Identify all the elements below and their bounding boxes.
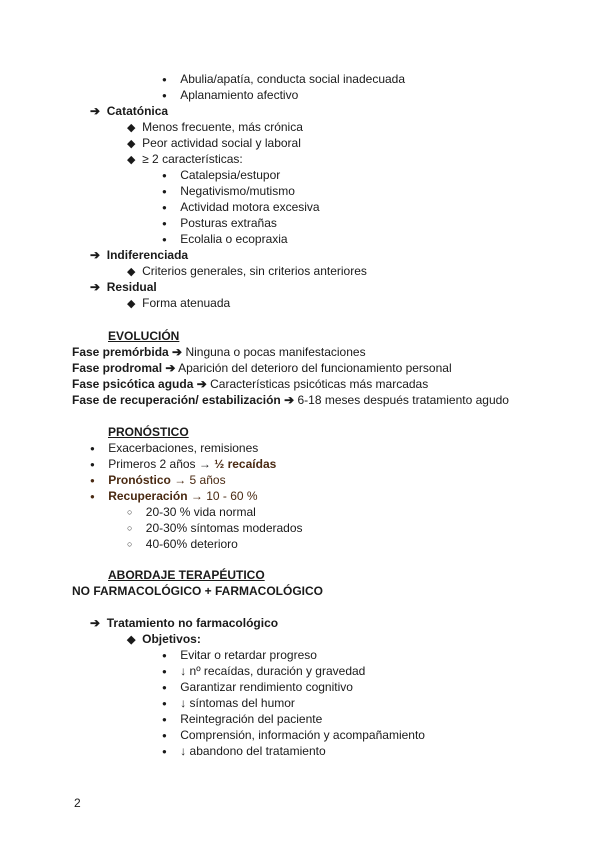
subtype-title: Catatónica bbox=[106, 104, 169, 118]
diamond-icon: ◆ bbox=[127, 634, 136, 646]
bullet-icon: ● bbox=[162, 75, 167, 84]
list-item bbox=[162, 711, 322, 727]
item-text: Catalepsia/estupor bbox=[180, 168, 281, 182]
diamond-icon: ◆ bbox=[127, 138, 136, 150]
bullet-icon: ● bbox=[162, 203, 167, 212]
phase-row bbox=[72, 360, 452, 376]
diamond-icon: ◆ bbox=[127, 266, 136, 278]
list-item bbox=[162, 215, 277, 231]
item-text: Actividad motora excesiva bbox=[180, 200, 320, 214]
item-text: Abulia/apatía, conducta social inadecuada bbox=[180, 72, 406, 86]
list-item bbox=[127, 295, 230, 311]
list-item bbox=[162, 87, 298, 103]
item-text: 20-30% síntomas moderados bbox=[145, 521, 303, 535]
objetivos-title: Objetivos: bbox=[142, 632, 201, 646]
arrow-icon: ➔ bbox=[172, 345, 183, 359]
item-highlight: Pronóstico bbox=[108, 473, 171, 487]
bullet-icon: ● bbox=[162, 715, 167, 724]
tratamiento-title: Tratamiento no farmacológico bbox=[106, 616, 279, 630]
bullet-icon: ● bbox=[162, 187, 167, 196]
item-text: Reintegración del paciente bbox=[180, 712, 323, 726]
item-text: Primeros 2 años bbox=[108, 457, 196, 471]
subtype-residual bbox=[90, 279, 157, 295]
arrow-icon: ➔ bbox=[90, 104, 101, 118]
item-text: Evitar o retardar progreso bbox=[180, 648, 317, 662]
phase-row bbox=[72, 392, 509, 408]
list-item bbox=[162, 727, 425, 743]
circle-icon: ○ bbox=[127, 539, 133, 549]
bullet-icon: ● bbox=[162, 171, 167, 180]
list-item bbox=[127, 520, 303, 536]
tratamiento-heading bbox=[90, 615, 278, 631]
list-item bbox=[162, 647, 317, 663]
phase-desc: 6-18 meses después tratamiento agudo bbox=[297, 393, 509, 407]
section-subheading: NO FARMACOLÓGICO + FARMACOLÓGICO bbox=[72, 584, 323, 598]
phase-label: Fase psicótica aguda bbox=[72, 377, 194, 391]
diamond-icon: ◆ bbox=[127, 154, 136, 166]
list-item bbox=[127, 536, 238, 552]
diamond-icon: ◆ bbox=[127, 122, 136, 134]
bullet-icon: ● bbox=[90, 492, 95, 501]
item-text: Ecolalia o ecopraxia bbox=[180, 232, 288, 246]
list-item bbox=[127, 151, 243, 167]
item-text: Negativismo/mutismo bbox=[180, 184, 295, 198]
item-text: Comprensión, información y acompañamiento bbox=[180, 728, 425, 742]
list-item bbox=[162, 695, 295, 711]
bullet-icon: ● bbox=[162, 235, 167, 244]
bullet-icon: ● bbox=[90, 476, 95, 485]
bullet-icon: ● bbox=[162, 699, 167, 708]
item-text: Exacerbaciones, remisiones bbox=[108, 441, 259, 455]
circle-icon: ○ bbox=[127, 523, 133, 533]
phase-desc: Ninguna o pocas manifestaciones bbox=[185, 345, 366, 359]
item-text: Posturas extrañas bbox=[180, 216, 277, 230]
section-heading-pronostico: PRONÓSTICO bbox=[108, 425, 189, 439]
item-text: ≥ 2 características: bbox=[142, 152, 243, 166]
item-text: Peor actividad social y laboral bbox=[142, 136, 301, 150]
bullet-icon: ● bbox=[162, 731, 167, 740]
arrow-icon: ➔ bbox=[196, 377, 207, 391]
item-text: Aplanamiento afectivo bbox=[180, 88, 299, 102]
arrow-icon: ➔ bbox=[165, 361, 176, 375]
list-item bbox=[162, 183, 295, 199]
item-text: ↓ nº recaídas, duración y gravedad bbox=[180, 664, 366, 678]
subtype-indiferenciada bbox=[90, 247, 188, 263]
item-text: Garantizar rendimiento cognitivo bbox=[180, 680, 353, 694]
phase-row bbox=[72, 344, 366, 360]
subtype-catatonica bbox=[90, 103, 168, 119]
bullet-icon: ● bbox=[162, 651, 167, 660]
bullet-icon: ● bbox=[90, 444, 95, 453]
bullet-icon: ● bbox=[162, 219, 167, 228]
phase-label: Fase de recuperación/ estabilización bbox=[72, 393, 281, 407]
bullet-icon: ● bbox=[162, 667, 167, 676]
section-heading-abordaje: ABORDAJE TERAPÉUTICO bbox=[108, 568, 265, 582]
item-text: Menos frecuente, más crónica bbox=[142, 120, 303, 134]
list-item bbox=[90, 488, 258, 504]
arrow-icon: → bbox=[198, 457, 211, 471]
item-text: → 10 - 60 % bbox=[190, 489, 258, 503]
item-text: 20-30 % vida normal bbox=[145, 505, 256, 519]
objetivos-heading bbox=[127, 631, 201, 647]
list-item bbox=[90, 456, 276, 472]
list-item bbox=[127, 135, 301, 151]
phase-label: Fase premórbida bbox=[72, 345, 169, 359]
list-item bbox=[127, 263, 367, 279]
list-item bbox=[162, 199, 320, 215]
item-highlight: ½ recaídas bbox=[214, 457, 277, 471]
phase-desc: Aparición del deterioro del funcionamiento personal bbox=[178, 361, 452, 375]
item-text: Criterios generales, sin criterios anteriores bbox=[142, 264, 367, 278]
phase-label: Fase prodromal bbox=[72, 361, 163, 375]
list-item bbox=[162, 743, 326, 759]
section-heading-evolucion: EVOLUCIÓN bbox=[108, 329, 180, 343]
list-item bbox=[162, 71, 405, 87]
list-item bbox=[127, 504, 256, 520]
diamond-icon: ◆ bbox=[127, 298, 136, 310]
item-text: ↓ síntomas del humor bbox=[180, 696, 295, 710]
subtype-title: Indiferenciada bbox=[106, 248, 189, 262]
phase-desc: Características psicóticas más marcadas bbox=[210, 377, 429, 391]
list-item bbox=[127, 119, 303, 135]
circle-icon: ○ bbox=[127, 507, 133, 517]
arrow-icon: ➔ bbox=[90, 280, 101, 294]
list-item bbox=[90, 472, 226, 488]
bullet-icon: ● bbox=[162, 683, 167, 692]
list-item bbox=[90, 440, 258, 456]
item-highlight: Recuperación bbox=[108, 489, 188, 503]
arrow-icon: ➔ bbox=[90, 616, 101, 630]
bullet-icon: ● bbox=[162, 747, 167, 756]
subtype-title: Residual bbox=[106, 280, 157, 294]
bullet-icon: ● bbox=[162, 91, 167, 100]
arrow-icon: ➔ bbox=[90, 248, 101, 262]
page-number: 2 bbox=[74, 796, 81, 810]
item-text: ↓ abandono del tratamiento bbox=[180, 744, 326, 758]
list-item bbox=[162, 663, 365, 679]
list-item bbox=[162, 231, 288, 247]
list-item bbox=[162, 679, 353, 695]
item-text: Forma atenuada bbox=[142, 296, 231, 310]
phase-row bbox=[72, 376, 428, 392]
bullet-icon: ● bbox=[90, 460, 95, 469]
item-text: 40-60% deterioro bbox=[145, 537, 238, 551]
list-item bbox=[162, 167, 280, 183]
item-text: → 5 años bbox=[174, 473, 226, 487]
arrow-icon: ➔ bbox=[284, 393, 295, 407]
